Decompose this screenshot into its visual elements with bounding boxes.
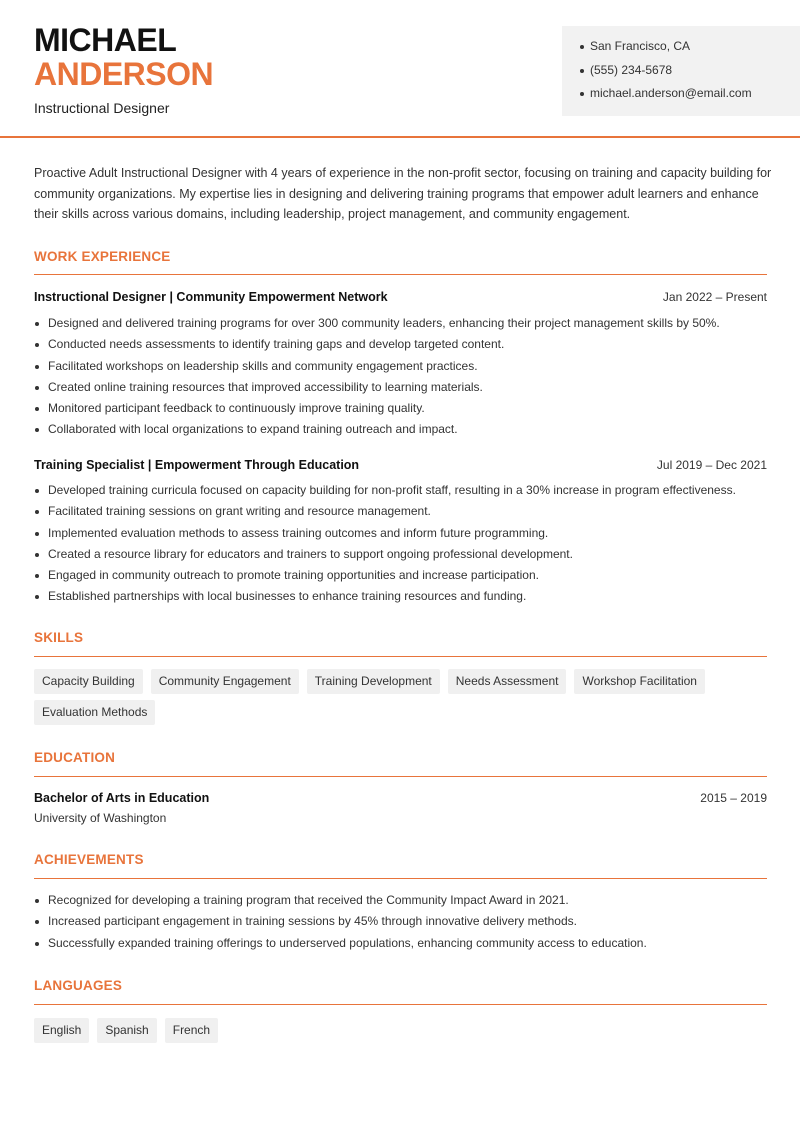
resume-header <box>0 0 800 138</box>
bullet-icon <box>35 574 39 578</box>
bullet-icon <box>35 428 39 432</box>
list-item <box>34 914 774 935</box>
bullet-icon <box>35 386 39 390</box>
list-item-text: Increased participant engagement in training sessions by 45% through innovative delivery methods. <box>48 914 577 929</box>
contact-phone <box>580 63 800 87</box>
list-item <box>34 893 774 914</box>
section-title-languages: LANGUAGES <box>34 978 123 993</box>
list-item-text: Collaborated with local organizations to expand training outreach and impact. <box>48 422 458 437</box>
section-title-achievements: ACHIEVEMENTS <box>34 852 144 867</box>
bullet-icon <box>35 510 39 514</box>
section-title-education: EDUCATION <box>34 750 116 765</box>
bullet-icon <box>35 899 39 903</box>
list-item-text: Facilitated workshops on leadership skills and community engagement practices. <box>48 358 478 373</box>
skill-tag: Capacity Building <box>34 669 143 694</box>
list-item-text: Recognized for developing a training program that received the Community Impact Award in 2021. <box>48 893 569 907</box>
language-tag: French <box>165 1018 218 1043</box>
list-item-text: Conducted needs assessments to identify training gaps and develop targeted content. <box>48 337 505 352</box>
bullet-icon <box>35 322 39 326</box>
list-item <box>34 936 774 957</box>
list-item <box>34 504 774 525</box>
section-divider <box>34 1004 767 1005</box>
skill-tag: Needs Assessment <box>448 669 567 694</box>
list-item <box>34 337 774 358</box>
list-item <box>34 483 774 504</box>
languages-list <box>34 1018 774 1043</box>
bullet-icon <box>35 407 39 411</box>
last-name: ANDERSON <box>34 56 214 92</box>
bullet-icon <box>580 92 584 96</box>
language-tag: English <box>34 1018 89 1043</box>
bullet-icon <box>580 45 584 49</box>
list-item <box>34 380 774 401</box>
job-header <box>34 290 767 304</box>
job-bullets <box>34 483 774 611</box>
section-divider <box>34 656 767 657</box>
section-divider <box>34 274 767 275</box>
bullet-icon <box>580 69 584 73</box>
skill-tag: Workshop Facilitation <box>574 669 705 694</box>
contact-phone-text: (555) 234-5678 <box>590 62 673 77</box>
section-divider <box>34 776 767 777</box>
job-bullets <box>34 316 774 444</box>
section-title-work: WORK EXPERIENCE <box>34 249 171 264</box>
contact-email-text: michael.anderson@email.com <box>590 86 752 100</box>
professional-summary: Proactive Adult Instructional Designer with 4 years of experience in the non-profit sector, focusing on training and capacity building for community organizations. My expertise lies in designing and delivering training programs that empower adult learners and enhance their skills across various domains, including leadership, project management, and community engagement. <box>34 166 772 222</box>
list-item-text: Successfully expanded training offerings to underserved populations, enhancing community access to education. <box>48 935 647 950</box>
list-item-text: Engaged in community outreach to promote training opportunities and increase participation. <box>48 568 539 583</box>
list-item <box>34 589 774 610</box>
bullet-icon <box>35 920 39 924</box>
list-item <box>34 547 774 568</box>
bullet-icon <box>35 553 39 557</box>
job-dates: Jan 2022 – Present <box>662 290 767 304</box>
contact-email <box>580 86 800 110</box>
contact-box <box>562 26 800 116</box>
list-item-text: Monitored participant feedback to continuously improve training quality. <box>48 401 425 416</box>
section-title-skills: SKILLS <box>34 630 84 645</box>
job-dates: Jul 2019 – Dec 2021 <box>656 458 767 472</box>
list-item <box>34 526 774 547</box>
skill-tag: Community Engagement <box>151 669 299 694</box>
list-item <box>34 359 774 380</box>
job-title: Instructional Designer <box>34 100 170 116</box>
list-item-text: Developed training curricula focused on capacity building for non-profit staff, resulting in a 30% increase in program effectiveness. <box>48 483 736 497</box>
language-tag: Spanish <box>97 1018 156 1043</box>
contact-location-text: San Francisco, CA <box>590 39 691 53</box>
list-item-text: Established partnerships with local businesses to enhance training resources and funding. <box>48 589 527 604</box>
education-degree: Bachelor of Arts in Education <box>34 791 210 805</box>
education-dates: 2015 – 2019 <box>700 791 767 805</box>
contact-location <box>580 39 800 63</box>
job-role: Instructional Designer | Community Empowerment Network <box>34 290 388 304</box>
bullet-icon <box>35 942 39 946</box>
list-item-text: Designed and delivered training programs for over 300 community leaders, enhancing their project management skills by 50%. <box>48 316 720 330</box>
bullet-icon <box>35 365 39 369</box>
job-role: Training Specialist | Empowerment Through Education <box>34 458 360 472</box>
bullet-icon <box>35 595 39 599</box>
bullet-icon <box>35 343 39 347</box>
list-item-text: Implemented evaluation methods to assess training outcomes and inform future programming. <box>48 525 549 540</box>
list-item <box>34 401 774 422</box>
job-header <box>34 458 767 472</box>
first-name: MICHAEL <box>34 22 177 58</box>
skill-tag: Training Development <box>307 669 440 694</box>
list-item <box>34 422 774 443</box>
list-item-text: Created online training resources that improved accessibility to learning materials. <box>48 379 483 394</box>
list-item <box>34 316 774 337</box>
candidate-name <box>34 24 213 90</box>
skills-list <box>34 669 774 725</box>
bullet-icon <box>35 489 39 493</box>
list-item-text: Facilitated training sessions on grant writing and resource management. <box>48 504 431 519</box>
list-item-text: Created a resource library for educators and trainers to support ongoing professional development. <box>48 546 573 561</box>
section-divider <box>34 878 767 879</box>
skill-tag: Evaluation Methods <box>34 700 155 725</box>
bullet-icon <box>35 532 39 536</box>
education-school: University of Washington <box>34 811 167 825</box>
achievements-list <box>34 893 774 957</box>
list-item <box>34 568 774 589</box>
